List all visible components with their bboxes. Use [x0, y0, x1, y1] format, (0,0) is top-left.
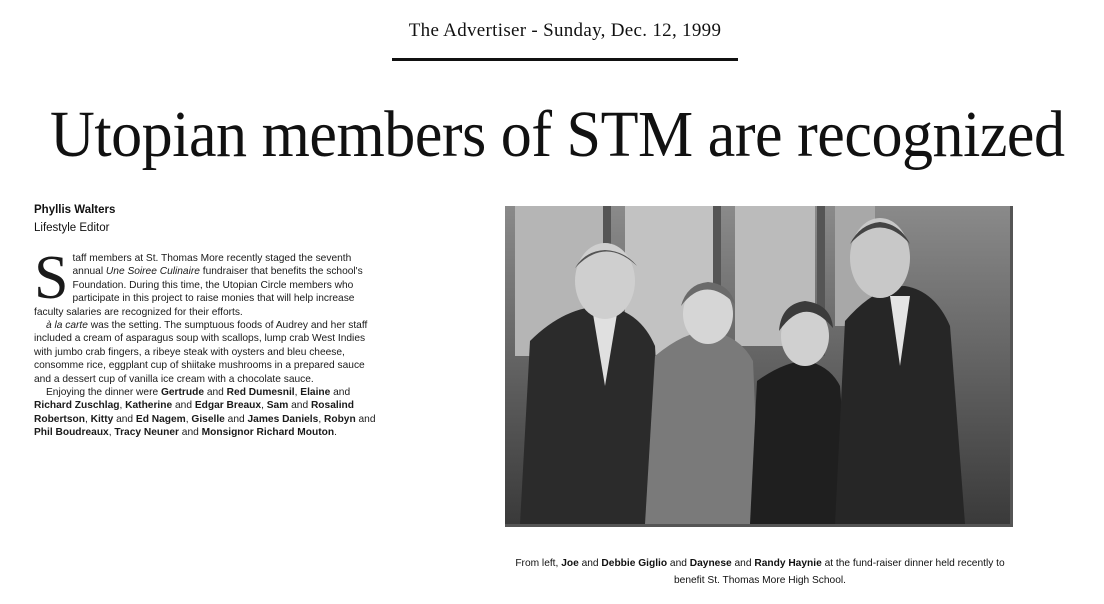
person-name: Red Dumesnil [226, 387, 295, 399]
person-name: James Daniels [247, 413, 319, 425]
headline: Utopian members of STM are recognized [50, 98, 1065, 171]
person-name: Daynese [689, 558, 732, 569]
photo-caption [500, 555, 1020, 589]
person-name: Joe [561, 558, 579, 569]
text-run: and [355, 413, 376, 425]
text-run: . [334, 427, 337, 439]
text-run: , [318, 413, 324, 425]
p1-text-end: fundraiser that benefits the school's Foundation. During this time, the Utopian Circle members who participate in this project to raise monies that will help increase faculty salaries are recognized for their efforts. [34, 266, 363, 318]
byline-name: Phyllis Walters [34, 204, 116, 216]
person-name: Monsignor Richard Mouton [201, 427, 335, 439]
text-run: , [108, 427, 115, 439]
person-name: Rosalind Robertson [34, 400, 354, 425]
article-paragraph-1 [34, 244, 380, 319]
text-run: Enjoying the dinner were [46, 387, 161, 399]
person-name: Ed Nagem [135, 413, 186, 425]
text-run: and [224, 413, 248, 425]
text-run: at the fund-raiser dinner held recently to benefit St. Thomas More High School. [674, 558, 1005, 586]
person-name: Phil Boudreaux [34, 427, 109, 439]
text-run: , [84, 413, 91, 425]
text-run: and [178, 427, 202, 439]
person-name: Debbie Giglio [601, 558, 668, 569]
masthead: The Advertiser - Sunday, Dec. 12, 1999 [408, 20, 722, 41]
person-name: Giselle [191, 413, 225, 425]
text-run: , [119, 400, 126, 412]
drop-cap: S [34, 244, 69, 312]
byline-title: Lifestyle Editor [34, 222, 110, 234]
text-run: , [185, 413, 192, 425]
text-run: and [667, 558, 690, 569]
text-run: , [261, 400, 267, 412]
text-run: and [578, 558, 602, 569]
masthead-rule [392, 58, 738, 61]
text-run: , [294, 387, 301, 399]
article-paragraph-3 [34, 386, 380, 440]
person-name: Gertrude [160, 387, 204, 399]
article-body [34, 244, 380, 440]
text-run: and [113, 413, 136, 425]
article-paragraph-2 [34, 319, 380, 386]
person-name: Randy Haynie [754, 558, 822, 569]
person-name: Elaine [300, 387, 331, 399]
person-name: Edgar Breaux [194, 400, 262, 412]
person-name: Katherine [125, 400, 173, 412]
text-run: and [288, 400, 311, 412]
person-name: Tracy Neuner [114, 427, 179, 439]
p1-text-start: taff members at St. Thomas More recently staged the seventh annual [72, 253, 352, 278]
text-run: and [330, 387, 351, 399]
person-name: Kitty [90, 413, 114, 425]
photo-illustration [505, 206, 1010, 524]
venue-name: à la carte [46, 320, 88, 332]
person-name: Robyn [323, 413, 356, 425]
person-name: Sam [266, 400, 289, 412]
event-photo [505, 206, 1013, 527]
p2-text: was the setting. The sumptuous foods of Audrey and her staff included a cream of asparagus soup with scallops, lump crab West Indies with jumbo crab fingers, a ribeye steak with oysters and bleu cheese, consomme rice, eggplant cup of shiitake mushrooms in a prepared sauce and a dessert cup of vanilla ice cream with a chocolate sauce. [34, 320, 368, 385]
text-run: and [204, 387, 227, 399]
event-name: Une Soiree Culinaire [105, 266, 200, 278]
text-run: and [172, 400, 195, 412]
text-run: From left, [515, 558, 562, 569]
person-name: Richard Zuschlag [34, 400, 120, 412]
text-run: and [731, 558, 755, 569]
